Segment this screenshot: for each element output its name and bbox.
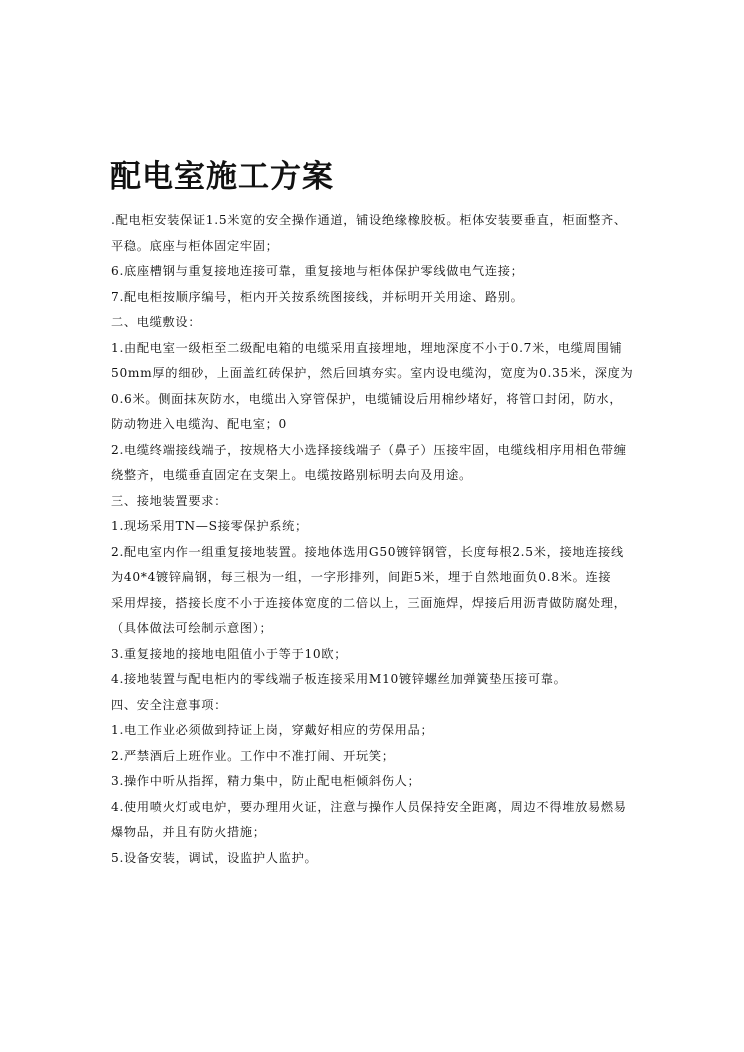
body-line: 50mm厚的细砂，上面盖红砖保护，然后回填夯实。室内设电缆沟，宽度为0.35米，深度为 [111, 366, 634, 380]
body-line: 2.电缆终端接线端子，按规格大小选择接线端子（鼻子）压接牢固，电缆线相序用相色带缠 [111, 442, 627, 457]
body-line: 防动物进入电缆沟、配电室；0 [111, 417, 287, 431]
body-line: 为40*4镀锌扁钢，每三根为一组，一字形排列，间距5米，埋于自然地面负0.8米。连接 [111, 570, 612, 584]
body-line: 4.使用喷火灯或电炉，要办理用火证，注意与操作人员保持安全距离，周边不得堆放易燃易 [111, 799, 627, 814]
body-line: 3.操作中听从指挥，精力集中，防止配电柜倾斜伤人； [111, 774, 421, 788]
body-line: 3.重复接地的接地电阻值小于等于10欧； [111, 646, 348, 661]
body-line: 绕整齐，电缆垂直固定在支架上。电缆按路别标明去向及用途。 [111, 468, 472, 482]
body-line: 2.配电室内作一组重复接地装置。接地体选用G50镀锌钢管，长度每根2.5米，接地连接线 [111, 544, 624, 559]
body-line: 2.严禁酒后上班作业。工作中不准打闹、开玩笑； [111, 748, 395, 763]
section-heading: 四、安全注意事项： [111, 697, 227, 712]
body-line: （具体做法可绘制示意图）； [111, 621, 273, 635]
body-line: 爆物品，并且有防火措施； [111, 825, 266, 839]
document-body [111, 208, 646, 871]
body-line: 1.现场采用TN—S接零保护系统； [111, 519, 308, 533]
body-line: 采用焊接，搭接长度不小于连接体宽度的二倍以上，三面施焊，焊接后用沥青做防腐处理， [111, 595, 627, 610]
body-line: 0.6米。侧面抹灰防水，电缆出入穿管保护，电缆铺设后用棉纱堵好，将管口封闭，防水， [111, 391, 623, 406]
body-line: 5.设备安装，调试，设监护人监护。 [111, 850, 318, 865]
body-line: 平稳。底座与柜体固定牢固； [111, 238, 279, 253]
document-title: 配电室施工方案 [110, 159, 334, 195]
body-line: 6.底座槽钢与重复接地连接可靠，重复接地与柜体保护零线做电气连接； [111, 264, 524, 278]
section-heading: 三、接地装置要求： [111, 493, 227, 508]
body-line: .配电柜安装保证1.5米宽的安全操作通道，铺设绝缘橡胶板。柜体安装要垂直，柜面整齐、 [111, 213, 627, 227]
body-line: 7.配电柜按顺序编号，柜内开关按系统图接线，并标明开关用途、路别。 [111, 289, 524, 304]
body-line: 4.接地装置与配电柜内的零线端子板连接采用M10镀锌螺丝加弹簧垫压接可靠。 [111, 672, 567, 686]
body-line: 1.由配电室一级柜至二级配电箱的电缆采用直接埋地，埋地深度不小于0.7米，电缆周围铺 [111, 340, 623, 355]
body-line: 1.电工作业必须做到持证上岗，穿戴好相应的劳保用品； [111, 723, 434, 737]
section-heading: 二、电缆敷设： [111, 315, 202, 329]
